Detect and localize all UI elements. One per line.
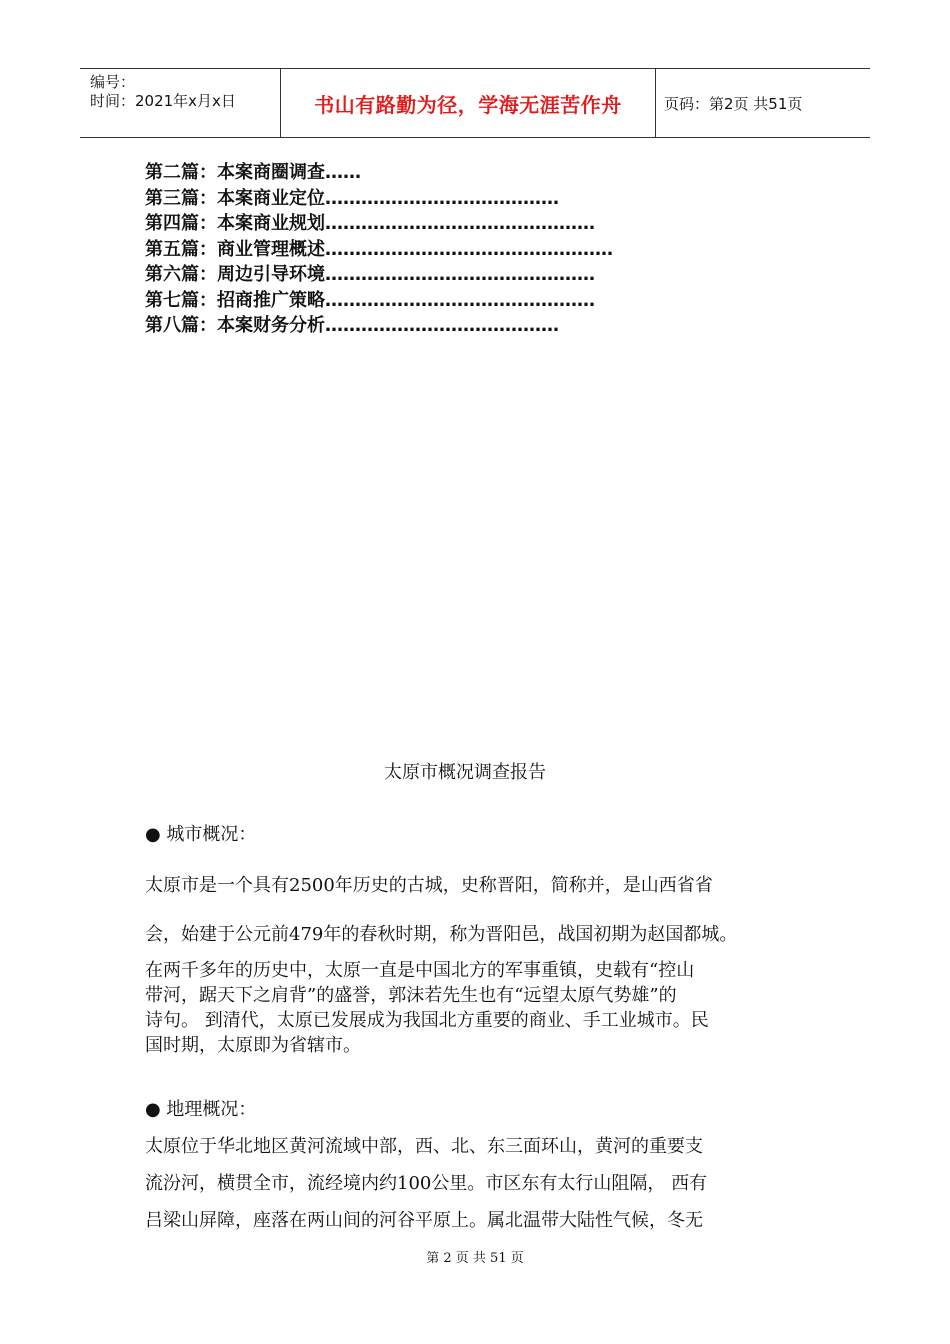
paragraph-line: 太原市是一个具有2500年历史的古城，史称晋阳，简称并，是山西省省 — [145, 875, 713, 896]
paragraph-line: 会，始建于公元前479年的春秋时期，称为晋阳邑，战国初期为赵国都城。 — [145, 924, 738, 945]
document-date-label: 时间：2021年x月x日 — [90, 92, 236, 110]
paragraph-line: 流汾河，横贯全市，流经境内约100公里。市区东有太行山阻隔， 西有 — [145, 1173, 708, 1194]
toc-item: 第四篇：本案商业规划……………………………………… — [145, 213, 595, 234]
toc-item: 第六篇：周边引导环境……………………………………… — [145, 264, 595, 285]
page-header — [80, 68, 870, 138]
paragraph-line: 太原位于华北地区黄河流域中部，西、北、东三面环山，黄河的重要支 — [145, 1136, 703, 1157]
document-number-label: 编号： — [90, 73, 136, 91]
paragraph-line: 吕梁山屏障，座落在两山间的河谷平原上。属北温带大陆性气候，冬无 — [145, 1210, 703, 1231]
table-of-contents — [145, 160, 613, 339]
paragraph-line: 在两千多年的历史中，太原一直是中国北方的军事重镇，史载有“控山 — [145, 960, 695, 981]
geography-heading: ● 地理概况： — [145, 1099, 257, 1120]
paragraph-line: 诗句。 到清代，太原已发展成为我国北方重要的商业、手工业城市。民 — [145, 1010, 709, 1031]
header-meta — [80, 69, 280, 137]
toc-item: 第五篇：商业管理概述………………………………………… — [145, 238, 613, 260]
city-history-paragraph — [145, 958, 815, 1058]
paragraph-line: 国时期，太原即为省辖市。 — [145, 1035, 361, 1056]
paragraph-line: 带河，踞天下之肩背”的盛誉，郭沫若先生也有“远望太原气势雄”的 — [145, 985, 677, 1006]
toc-item: 第二篇：本案商圈调查…… — [145, 162, 361, 183]
toc-item: 第七篇：招商推广策略……………………………………… — [145, 289, 595, 311]
toc-item: 第八篇：本案财务分析………………………………… — [145, 315, 559, 336]
page-footer: 第 2 页 共 51 页 — [426, 1251, 524, 1266]
toc-item: 第三篇：本案商业定位………………………………… — [145, 187, 559, 209]
report-title: 太原市概况调查报告 — [384, 762, 546, 783]
header-page-info: 页码：第2页 共51页 — [664, 94, 803, 113]
city-overview-heading: ● 城市概况： — [145, 824, 257, 845]
header-motto: 书山有路勤为径，学海无涯苦作舟 — [314, 92, 622, 117]
header-motto-cell — [280, 69, 656, 137]
